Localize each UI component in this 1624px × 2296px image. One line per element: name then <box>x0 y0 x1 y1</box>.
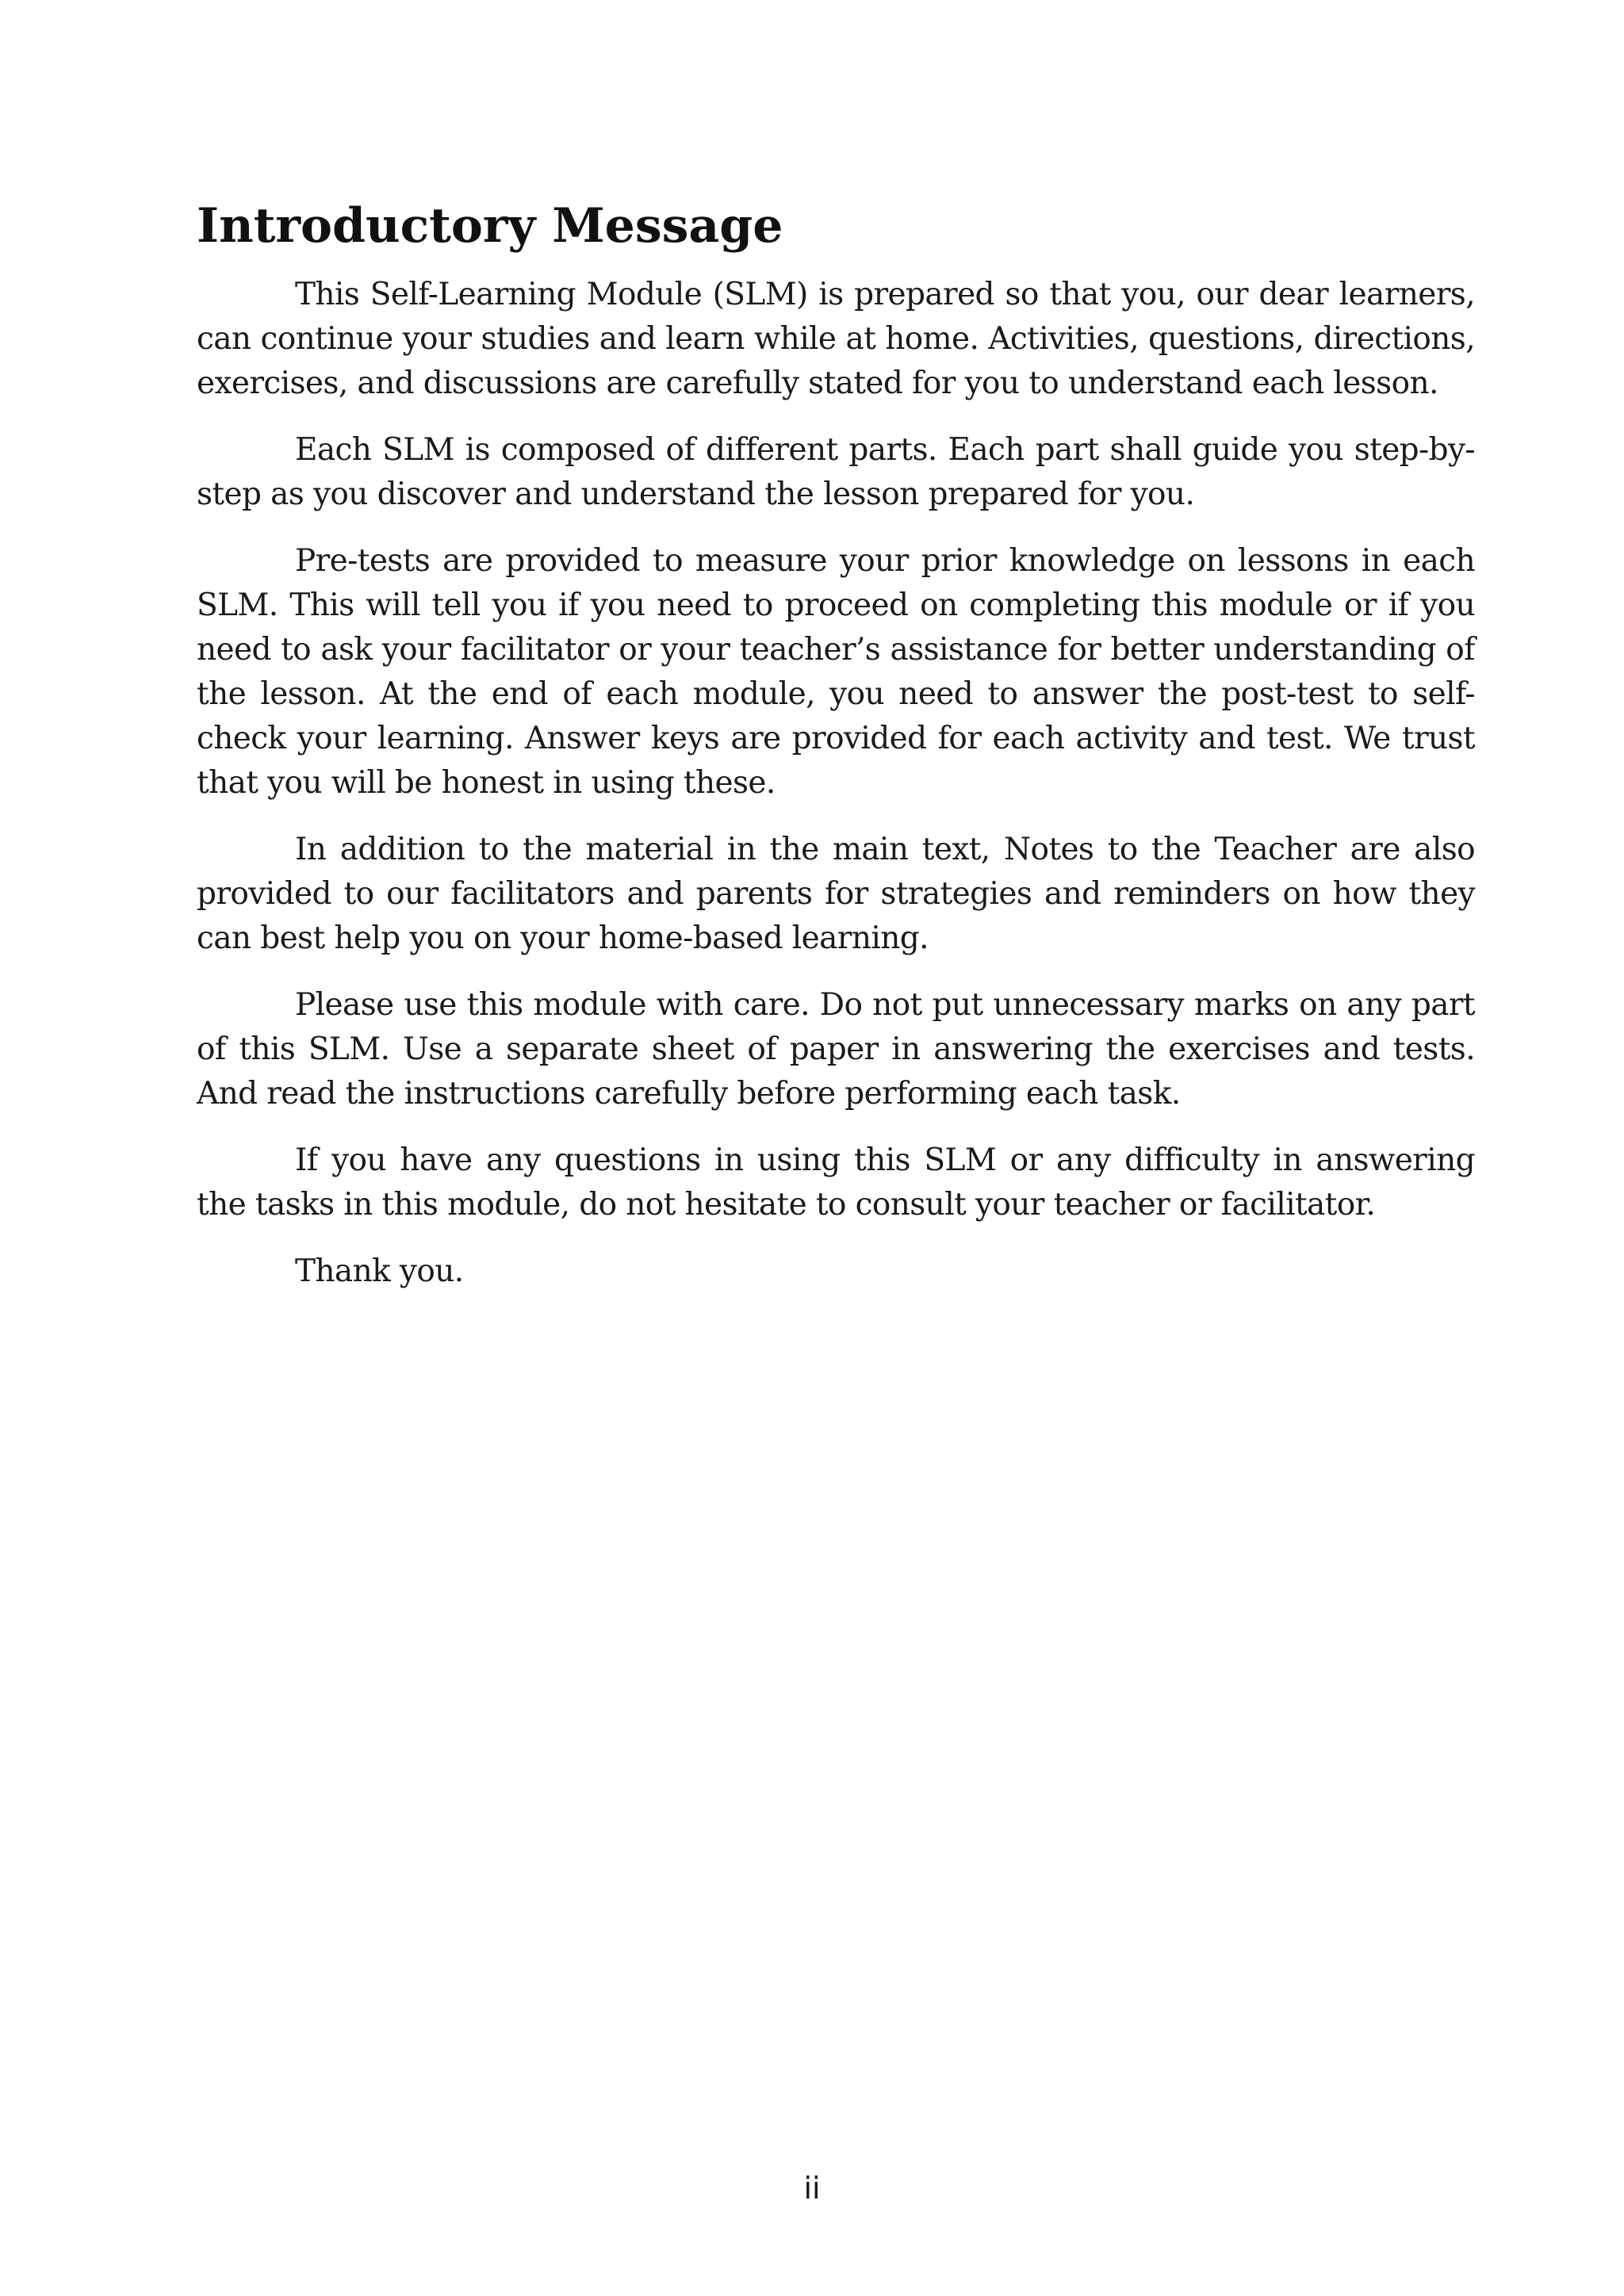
paragraph-slm-parts: Each SLM is composed of different parts. Each part shall guide you step-by-step as you discover and understand the lesson prepared for you. <box>197 432 1475 512</box>
paragraph-slm-purpose: This Self-Learning Module (SLM) is prepared so that you, our dear learners, can continue your studies and learn while at home. Activities, questions, directions, exercises, and discussions are carefully stated for you to understand each lesson. <box>197 277 1475 401</box>
paragraph-questions: If you have any questions in using this SLM or any difficulty in answering the tasks in this module, do not hesitate to consult your teacher or facilitator. <box>197 1142 1475 1223</box>
paragraph-pre-tests: Pre-tests are provided to measure your prior knowledge on lessons in each SLM. This will tell you if you need to proceed on completing this module or if you need to ask your facilitator or your teacher’s assistance for better understanding of the lesson. At the end of each module, you need to answer the post-test to self-check your learning. Answer keys are provided for each activity and test. We trust that you will be honest in using these. <box>197 543 1475 801</box>
paragraph-use-with-care: Please use this module with care. Do not put unnecessary marks on any part of this SLM. Use a separate sheet of paper in answering the exercises and tests. And read the instructions carefully before performing each task. <box>197 987 1475 1112</box>
page-number: ii <box>803 2171 821 2206</box>
paragraph-notes-to-teacher: In addition to the material in the main text, Notes to the Teacher are also provided to our facilitators and parents for strategies and reminders on how they can best help you on your home-based learning. <box>197 832 1475 956</box>
paragraph-thank-you: Thank you. <box>295 1253 464 1289</box>
page-content <box>197 190 1475 1316</box>
page-title: Introductory Message <box>197 198 783 254</box>
